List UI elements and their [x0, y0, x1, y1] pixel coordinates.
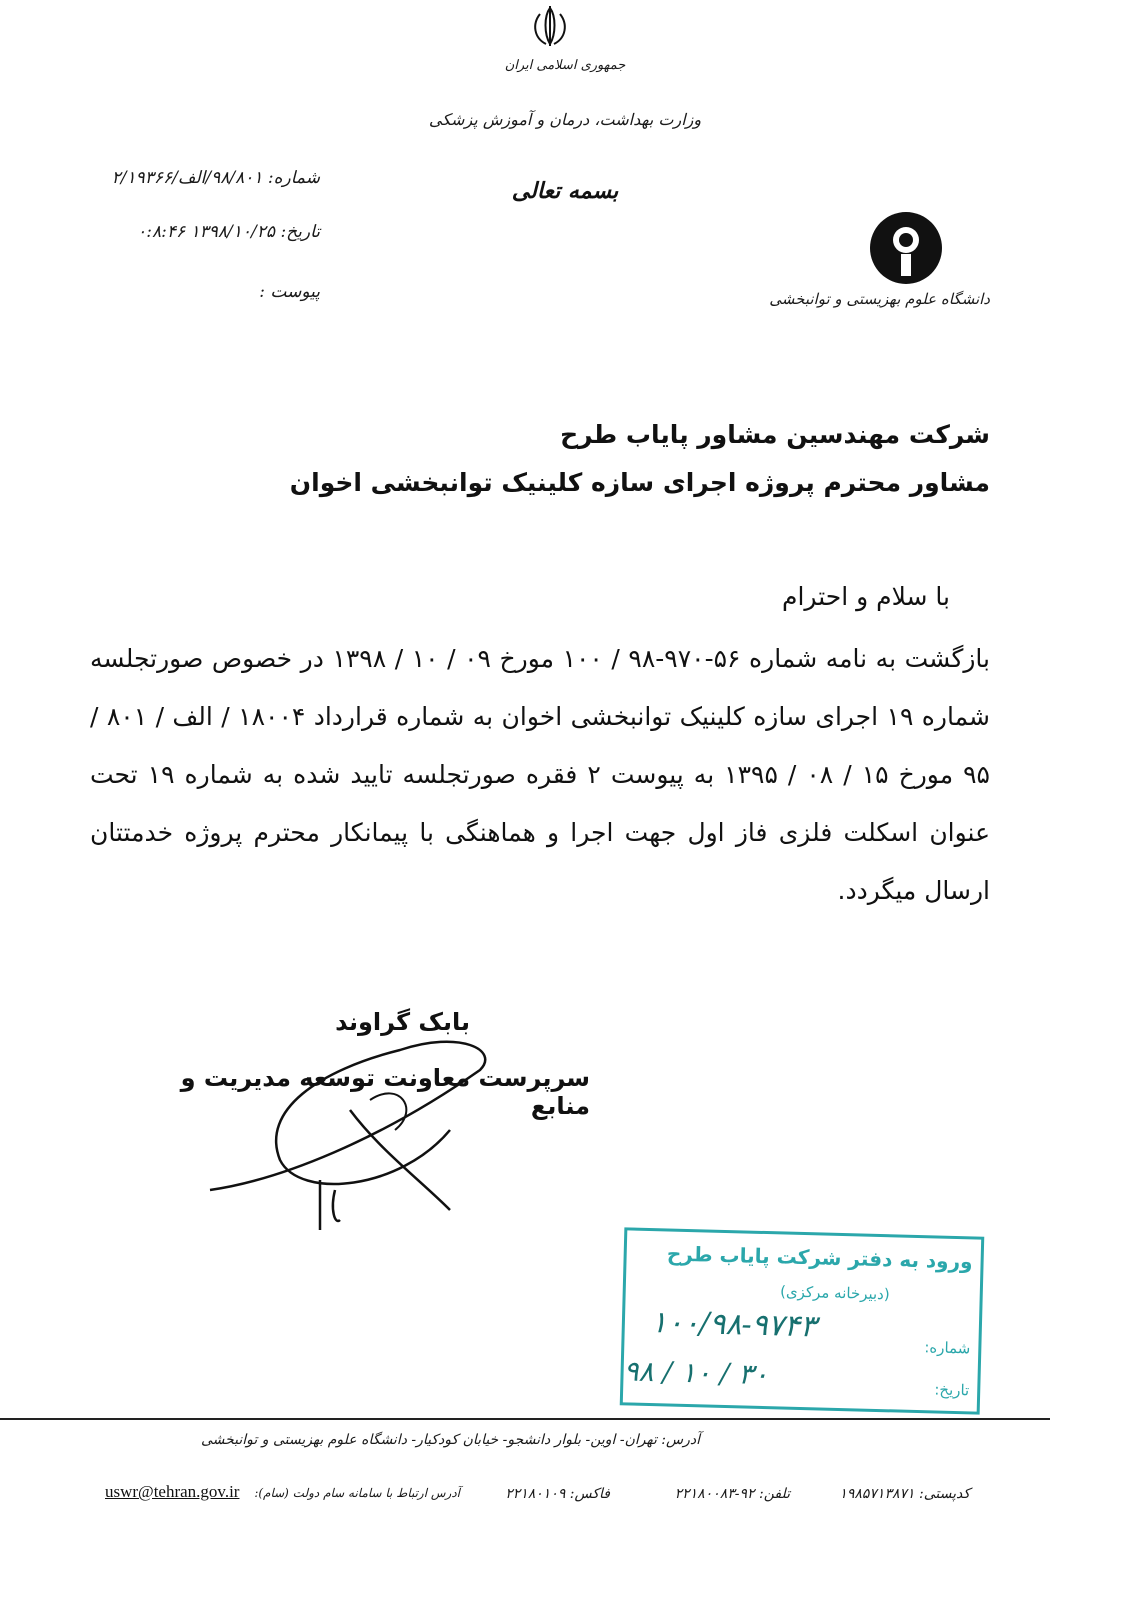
- letter-body: [90, 630, 990, 920]
- university-name: دانشگاه علوم بهزیستی و توانبخشی: [769, 290, 990, 308]
- number-label: شماره:: [267, 168, 320, 188]
- stamp-number: ۱۰۰/۹۸-۹۷۴۳: [650, 1305, 817, 1345]
- body-paragraph: بازگشت به نامه شماره ۵۶-۹۷۰-۹۸ / ۱۰۰ مورخ ۰۹ / ۱۰ / ۱۳۹۸ در خصوص صورتجلسه شماره ۱۹ اجرای سازه کلینیک توانبخشی اخوان به شماره قرارداد ۱۸۰۰۴ / الف / ۸۰۱ / ۹۵ مورخ ۱۵ / ۰۸ / ۱۳۹۵ به پیوست ۲ فقره صورتجلسه تایید شده به شماره ۱۹ تحت عنوان اسکلت فلزی فاز اول جهت اجرا و هماهنگی با پیمانکار محترم پروژه خدمتتان ارسال میگردد.: [90, 644, 990, 905]
- footer-email-link[interactable]: uswr@tehran.gov.ir: [105, 1482, 240, 1501]
- republic-label: جمهوری اسلامی ایران: [504, 58, 626, 73]
- stamp-title: ورود به دفتر شرکت پایاب طرح: [666, 1241, 973, 1274]
- footer-postal-code: کدپستی: ۱۹۸۵۷۱۳۸۷۱: [839, 1486, 970, 1502]
- university-logo-icon: [868, 210, 944, 286]
- footer-fax: فاکس: ۲۲۱۸۰۱۰۹: [505, 1486, 610, 1502]
- signer-title: سرپرست معاونت توسعه مدیریت و منابع: [180, 1064, 590, 1120]
- signer-name: بابک گراوند: [335, 1008, 470, 1036]
- stamp-date: ۹۸ / ۱۰ / ۳۰: [623, 1354, 769, 1392]
- footer-divider: [0, 1418, 1050, 1420]
- date-value: ۱۳۹۸/۱۰/۲۵ ۰:۸:۴۶: [137, 222, 276, 242]
- greeting: با سلام و احترام: [782, 582, 950, 611]
- invocation: بسمه تعالی: [511, 178, 619, 204]
- iran-emblem-icon: [528, 4, 572, 48]
- footer-phone: تلفن: ۹۲-۲۲۱۸۰۰۸۳: [674, 1486, 790, 1502]
- footer-email-label: آدرس ارتباط با سامانه سام دولت (سام):: [254, 1486, 460, 1500]
- footer-address: آدرس: تهران- اوین- بلوار دانشجو- خیابان کودکیار- دانشگاه علوم بهزیستی و توانبخشی: [200, 1432, 700, 1448]
- handwritten-signature: [200, 1010, 500, 1250]
- date-label: تاریخ:: [280, 222, 320, 242]
- recipient-role: مشاور محترم پروژه اجرای سازه کلینیک توانبخشی اخوان: [289, 468, 990, 497]
- letter-attachment: پیوست :: [259, 282, 320, 302]
- stamp-subtitle: (دبیرخانه مرکزی): [779, 1282, 890, 1304]
- received-stamp: [620, 1227, 985, 1414]
- ministry-label: وزارت بهداشت، درمان و آموزش پزشکی: [428, 110, 702, 129]
- letter-date: [60, 222, 320, 242]
- recipient-company: شرکت مهندسین مشاور پایاب طرح: [560, 420, 990, 449]
- letter-number: [60, 168, 320, 188]
- number-value: ۹۸/۸۰۱/الف/۲/۱۹۳۶۶: [111, 168, 263, 188]
- stamp-number-label: شماره:: [924, 1338, 971, 1358]
- stamp-date-label: تاریخ:: [934, 1380, 970, 1400]
